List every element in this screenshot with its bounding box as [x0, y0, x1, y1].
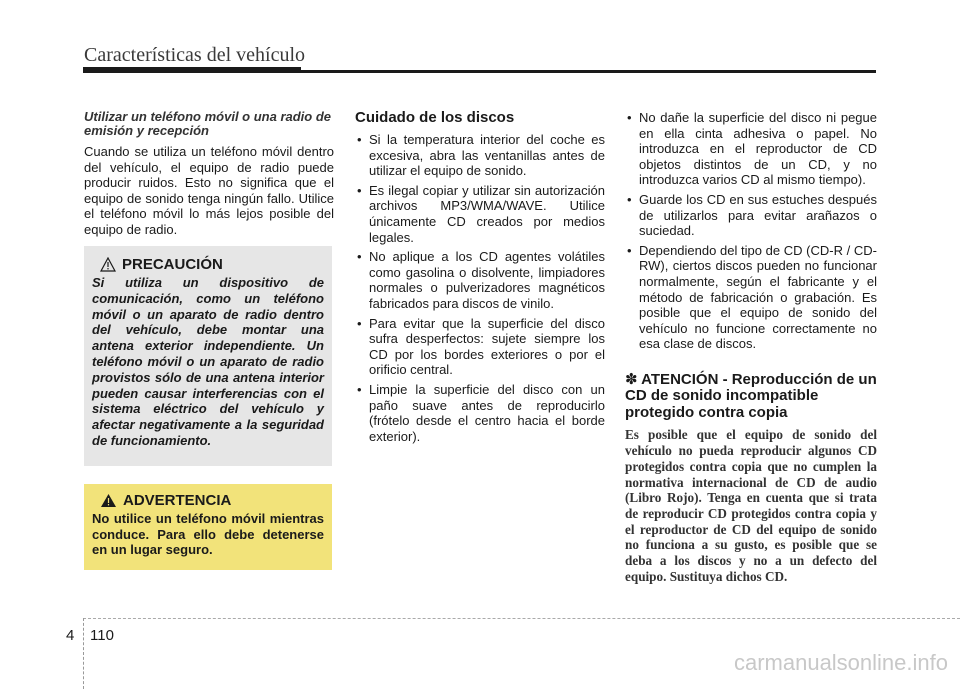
caution-text: Si utiliza un dispositivo de comunicación, como un teléfono móvil o un aparato de radio dentro del vehículo, debe montar una antena exterior independiente. Un teléfono móvil o un aparato de radio provistos sólo de una antena interior pueden causar interferencias con el sistema eléctrico del vehículo y afectar negativamente a la seguridad de funcionamiento. — [92, 275, 324, 448]
discs-care-heading: Cuidado de los discos — [355, 109, 515, 126]
section-subheading: Utilizar un teléfono móvil o una radio de emisión y recepción — [84, 109, 332, 138]
discs-care-list-continued — [625, 110, 877, 352]
column-left — [84, 110, 334, 238]
list-item: • No dañe la superficie del disco ni pegue en ella cinta adhesiva o papel. No introduzca en el reproductor de CD objetos distintos de un CD, y no introduzca varios CD al mismo tiempo). — [625, 110, 877, 188]
caution-box — [84, 246, 332, 466]
footer-vertical-divider — [83, 618, 84, 689]
attention-body: Es posible que el equipo de sonido del vehículo no pueda reproducir algunos CD protegidos contra copia que no cumplen la normativa internacional de CD de audio (Libro Rojo). Tenga en cuenta que si trata de reproducir CD protegidos contra copia y el reproductor de CD del equipo de sonido no funciona a su gusto, es posible que se deba a los discos y no a un defecto del equipo. Sustituya dichos CD. — [625, 427, 877, 584]
discs-care-list — [355, 132, 605, 444]
list-item: • Es ilegal copiar y utilizar sin autorización archivos MP3/WMA/WAVE. Utilice únicamente CD creados por medios legales. — [355, 183, 605, 245]
page-number: 110 — [90, 627, 114, 644]
warning-box — [84, 484, 332, 570]
list-item: • Guarde los CD en sus estuches después de utilizarlos para evitar arañazos o suciedad. — [625, 192, 877, 239]
list-item: • Dependiendo del tipo de CD (CD-R / CD-RW), ciertos discos pueden no funcionar normalmente, según el fabricante y el método de fabricación o grabación. Es posible que el equipo de sonido del vehículo no funcione correctamente no esa clase de discos. — [625, 243, 877, 352]
chapter-number: 4 — [66, 627, 75, 644]
footer-divider — [83, 618, 960, 619]
attention-heading: ✽ ATENCIÓN - Reproducción de un CD de sonido incompatible protegido contra copia — [625, 370, 877, 421]
watermark: carmanualsonline.info — [733, 650, 948, 675]
section-body: Cuando se utiliza un teléfono móvil dentro del vehículo, el equipo de radio puede producir ruidos. Esto no significa que el equipo de sonido tenga ningún fallo. Utilice el teléfono móvil lo más lejos posible del equipo de radio. — [84, 144, 334, 237]
caution-triangle-icon — [100, 257, 116, 272]
caution-title-row — [92, 256, 324, 273]
column-middle — [355, 110, 605, 448]
warning-triangle-icon — [100, 493, 117, 508]
page-header-title: Características del vehículo — [84, 44, 306, 66]
list-item: • Si la temperatura interior del coche es excesiva, abra las ventanillas antes de utilizar el equipo de sonido. — [355, 132, 605, 179]
warning-text: No utilice un teléfono móvil mientras conduce. Para ello debe detenerse en un lugar seguro. — [92, 511, 324, 558]
list-item: • No aplique a los CD agentes volátiles como gasolina o disolvente, limpiadores normales o pulverizadores magnéticos fabricados para discos de vinilo. — [355, 249, 605, 311]
caution-title: PRECAUCIÓN — [122, 256, 223, 273]
warning-title: ADVERTENCIA — [123, 492, 232, 509]
list-item: • Para evitar que la superficie del disco sufra desperfectos: sujete siempre los CD por los bordes exteriores o por el orificio central. — [355, 316, 605, 378]
list-item: • Limpie la superficie del disco con un paño suave antes de reproducirlo (frótelo desde el centro hacia el borde exterior). — [355, 382, 605, 444]
warning-title-row — [92, 492, 324, 509]
column-right — [625, 110, 877, 584]
header-rule-accent — [83, 67, 301, 73]
